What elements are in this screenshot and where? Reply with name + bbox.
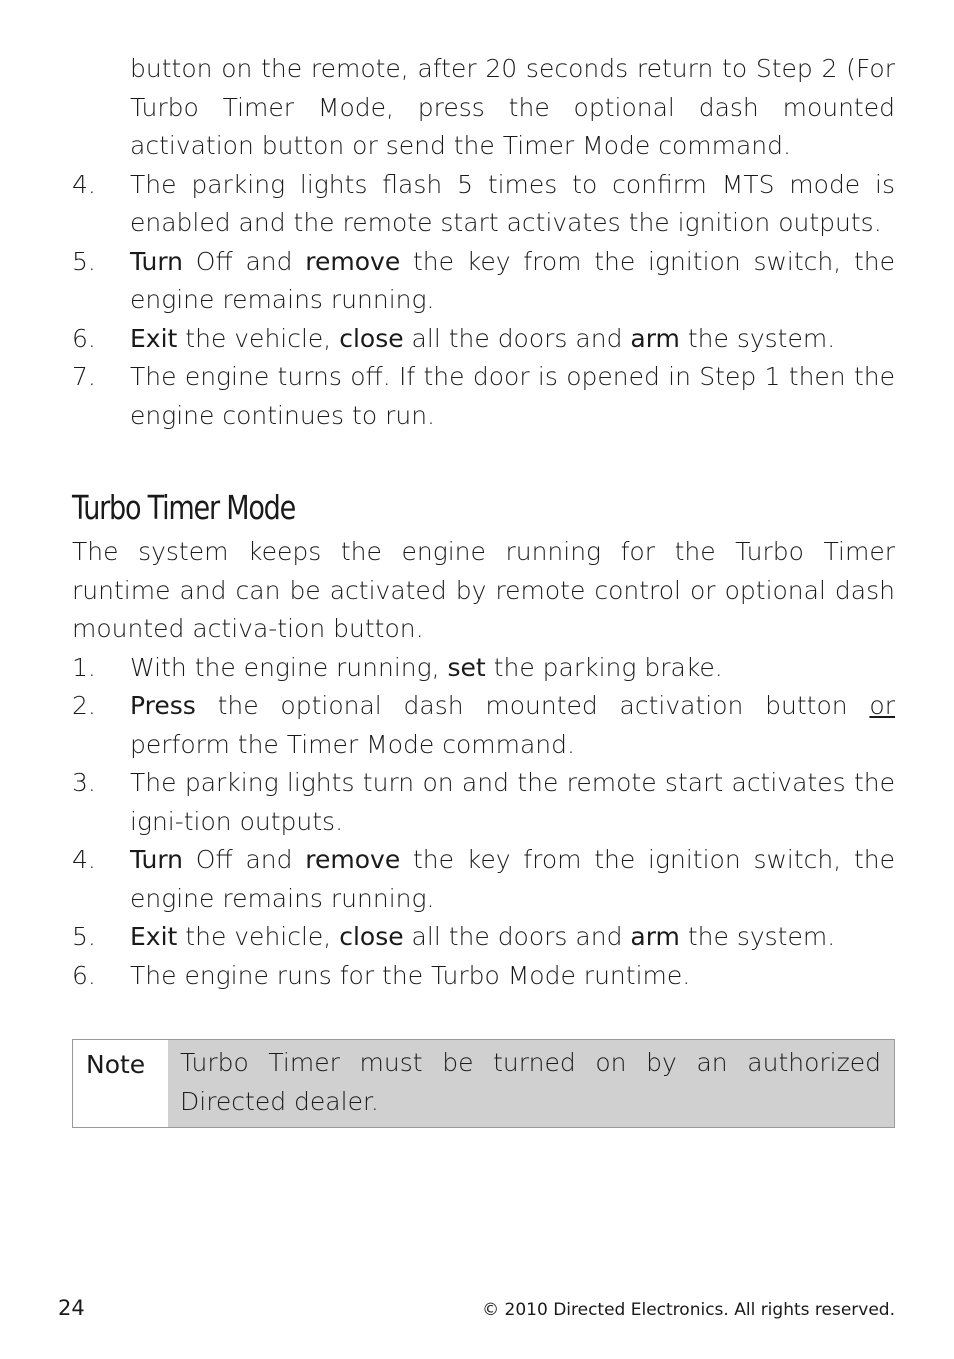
emphasis: Turn xyxy=(130,246,184,276)
continued-step-text: button on the remote, after 20 seconds return to Step 2 (For Turbo Timer Mode, press the optional dash mounted activation button or send the Timer Mode command. xyxy=(130,54,895,160)
copyright-notice: © 2010 Directed Electronics. All rights reserved. xyxy=(482,1300,895,1320)
emphasis: close xyxy=(339,922,404,951)
text-run: With the engine running, xyxy=(130,652,448,682)
step-number: 6. xyxy=(72,960,96,990)
text-run: the system. xyxy=(679,922,836,951)
emphasis: arm xyxy=(630,922,680,951)
text-run: the system. xyxy=(679,323,836,353)
emphasis: close xyxy=(339,323,404,353)
step-text: The parking lights turn on and the remote start activates the igni-tion outputs. xyxy=(130,768,895,836)
step-number: 5. xyxy=(72,246,96,276)
text-run: the parking brake. xyxy=(485,652,723,682)
step-text: The engine runs for the Turbo Mode runtime. xyxy=(130,960,691,990)
list-item xyxy=(72,764,895,841)
step-text xyxy=(130,841,895,918)
text-run: the key from the ignition switch, the engine remains running. xyxy=(130,246,895,314)
section-heading: Turbo Timer Mode xyxy=(72,488,296,527)
list-item xyxy=(72,918,895,957)
list-item xyxy=(72,320,895,359)
step-text xyxy=(130,687,895,764)
emphasis: Exit xyxy=(130,922,178,951)
list-item xyxy=(72,358,895,435)
list-item xyxy=(72,841,895,918)
list-item xyxy=(72,687,895,764)
emphasis: Exit xyxy=(130,323,178,353)
text-run: perform the Timer Mode command. xyxy=(130,729,575,759)
step-number: 6. xyxy=(72,323,96,353)
emphasis: arm xyxy=(630,323,680,353)
note-text: Turbo Timer must be turned on by an authorized Directed dealer. xyxy=(168,1040,894,1127)
turbo-steps-list xyxy=(72,649,895,996)
page-content xyxy=(72,50,895,1128)
page-number: 24 xyxy=(58,1296,85,1320)
emphasis: Turn xyxy=(130,845,184,874)
step-text: The engine turns off. If the door is opened in Step 1 then the engine continues to run. xyxy=(130,362,895,430)
page-footer xyxy=(58,1296,895,1320)
step-number: 4. xyxy=(72,169,96,199)
step-number: 2. xyxy=(72,691,96,720)
text-run: the optional dash mounted activation button xyxy=(195,691,870,720)
step-text: The parking lights flash 5 times to confirm MTS mode is enabled and the remote start activates the ignition outputs. xyxy=(130,169,895,237)
text-run: Off and xyxy=(183,845,306,874)
text-run: all the doors and xyxy=(403,922,631,951)
step-text xyxy=(130,649,895,688)
list-item xyxy=(72,166,895,243)
underlined-word: or xyxy=(869,691,895,720)
step-text xyxy=(130,320,895,359)
note-label: Note xyxy=(73,1040,168,1127)
emphasis: remove xyxy=(305,246,401,276)
list-item xyxy=(72,957,895,996)
list-item xyxy=(72,243,895,320)
emphasis: set xyxy=(447,652,486,682)
mts-steps-list xyxy=(72,166,895,436)
step-number: 5. xyxy=(72,922,96,951)
step-number: 3. xyxy=(72,768,96,797)
emphasis: remove xyxy=(305,845,401,874)
emphasis: Press xyxy=(130,691,196,720)
text-run: all the doors and xyxy=(403,323,631,353)
text-run: the key from the ignition switch, the engine remains running. xyxy=(130,845,895,913)
section-paragraph: The system keeps the engine running for the Turbo Timer runtime and can be activated by remote control or optional dash mounted activa-tion button. xyxy=(72,537,895,643)
note-box xyxy=(72,1039,895,1128)
step-number: 4. xyxy=(72,845,96,874)
step-text xyxy=(130,243,895,320)
step-number: 1. xyxy=(72,652,96,682)
step-text xyxy=(130,918,895,957)
step-number: 7. xyxy=(72,362,96,391)
list-item xyxy=(72,649,895,688)
text-run: the vehicle, xyxy=(177,922,340,951)
text-run: Off and xyxy=(183,246,306,276)
text-run: the vehicle, xyxy=(177,323,340,353)
